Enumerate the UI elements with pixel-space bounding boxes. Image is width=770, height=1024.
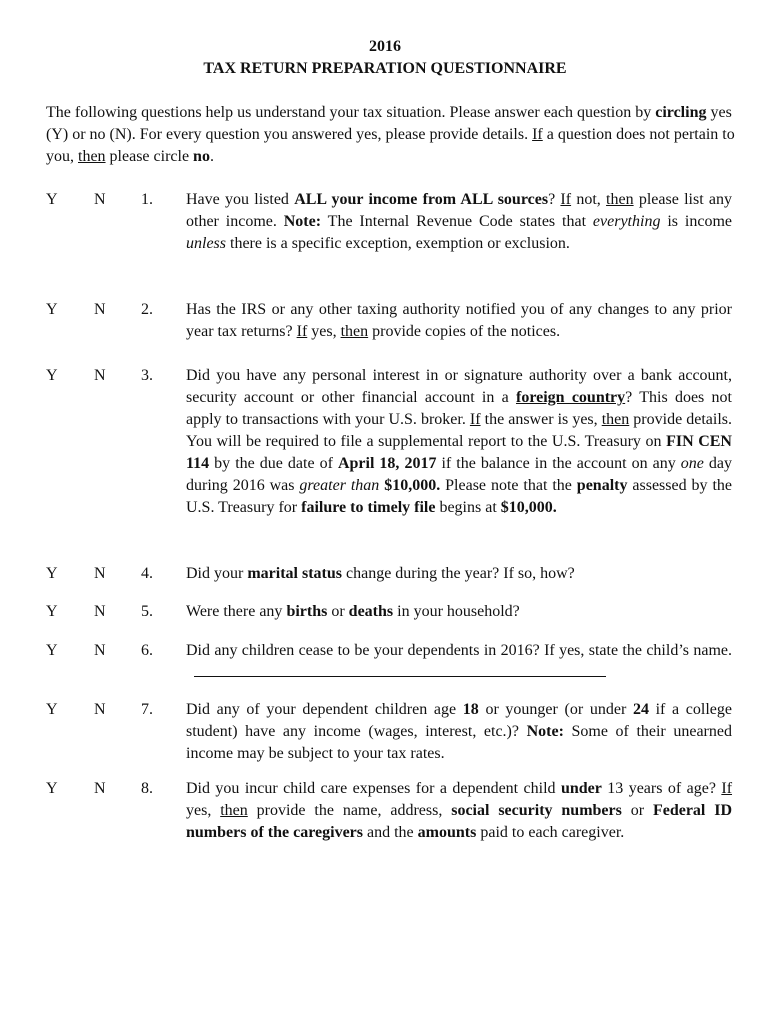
q-bold: $10,000. bbox=[500, 499, 557, 516]
q-text: there is a specific exception, exemption or exclusion. bbox=[226, 235, 570, 252]
q-text: Did you have any personal interest in or signature authority over a bank account, security account or other financial account in a bbox=[186, 367, 732, 406]
q-bold: FIN CEN 114 bbox=[186, 433, 732, 472]
no-option[interactable]: N bbox=[94, 191, 106, 208]
q-text: not, bbox=[571, 191, 607, 208]
q-bold: penalty bbox=[576, 477, 628, 494]
q-bold: 24 bbox=[632, 701, 649, 718]
q-text: Did any children cease to be your dependents in 2016? If yes, state the child’s name. bbox=[186, 642, 732, 659]
q-text: if a college student) have any income (wages, interest, etc.)? bbox=[186, 701, 732, 740]
q-bold: births bbox=[286, 603, 328, 620]
q-text: assessed by the U.S. Treasury for bbox=[186, 477, 732, 516]
yes-option[interactable]: Y bbox=[46, 701, 58, 718]
document-title: TAX RETURN PREPARATION QUESTIONNAIRE bbox=[203, 60, 567, 77]
question-text bbox=[186, 189, 732, 255]
q-italic: everything bbox=[592, 213, 661, 230]
intro-text: yes (Y) or no (N). For every question you answered yes, please provide details. bbox=[46, 104, 732, 143]
q-text: provide copies of the notices. bbox=[368, 323, 561, 340]
q-text: The Internal Revenue Code states that bbox=[321, 213, 593, 230]
q-italic: one bbox=[680, 455, 704, 472]
q-text: or younger (or under bbox=[478, 701, 633, 718]
q-bold: Note: bbox=[526, 723, 564, 740]
intro-paragraph bbox=[46, 102, 736, 168]
q-underline: then bbox=[601, 411, 630, 428]
intro-underline: If bbox=[532, 126, 543, 143]
q-underline: If bbox=[560, 191, 572, 208]
no-option[interactable]: N bbox=[94, 642, 106, 659]
question-text bbox=[186, 601, 732, 623]
q-text: Did your bbox=[186, 565, 248, 582]
question-number: 7. bbox=[141, 701, 153, 718]
q-text: the answer is yes, bbox=[480, 411, 602, 428]
q-text: ? This does not apply to transactions with your U.S. broker. bbox=[186, 389, 732, 428]
q-bold: social security numbers bbox=[451, 802, 622, 819]
q-underline: then bbox=[606, 191, 634, 208]
question-text bbox=[186, 563, 732, 585]
intro-text: The following questions help us understand your tax situation. Please answer each question by bbox=[46, 104, 656, 121]
yes-option[interactable]: Y bbox=[46, 191, 58, 208]
q-underline: then bbox=[220, 802, 248, 819]
q-text: if the balance in the account on any bbox=[436, 455, 681, 472]
q-text: Did you incur child care expenses for a dependent child bbox=[186, 780, 561, 797]
q-underline: If bbox=[721, 780, 733, 797]
question-number: 4. bbox=[141, 565, 153, 582]
q-bold: 18 bbox=[462, 701, 479, 718]
intro-bold: circling bbox=[655, 104, 707, 121]
yes-option[interactable]: Y bbox=[46, 780, 58, 797]
no-option[interactable]: N bbox=[94, 565, 106, 582]
child-name-blank[interactable] bbox=[194, 662, 606, 677]
no-option[interactable]: N bbox=[94, 603, 106, 620]
q-text: paid to each caregiver. bbox=[476, 824, 625, 841]
intro-text: please circle bbox=[105, 148, 194, 165]
no-option[interactable]: N bbox=[94, 367, 106, 384]
question-text bbox=[186, 365, 732, 519]
yes-option[interactable]: Y bbox=[46, 565, 58, 582]
question-text bbox=[186, 699, 732, 765]
q-text: please list any other income. bbox=[186, 191, 733, 230]
q-text: yes, bbox=[307, 323, 341, 340]
question-number: 5. bbox=[141, 603, 153, 620]
no-option[interactable]: N bbox=[94, 301, 106, 318]
q-underline: then bbox=[340, 323, 369, 340]
q-bold: ALL your income from ALL sources bbox=[294, 191, 549, 208]
q-text: provide details. You will be required to file a supplemental report to the U.S. Treasury on bbox=[186, 411, 733, 450]
q-underline: If bbox=[296, 323, 308, 340]
q-text: change during the year? If so, how? bbox=[341, 565, 575, 582]
intro-underline: then bbox=[78, 148, 106, 165]
q-text: Were there any bbox=[186, 603, 287, 620]
question-number: 1. bbox=[141, 191, 153, 208]
q-text: in your household? bbox=[393, 603, 520, 620]
q-bold: Note: bbox=[283, 213, 322, 230]
q-bold: Federal ID numbers of the caregivers bbox=[186, 802, 733, 841]
q-text: Has the IRS or any other taxing authority notified you of any changes to any prior year tax returns? bbox=[186, 301, 732, 340]
q-bold: $10,000. bbox=[384, 477, 441, 494]
question-text bbox=[186, 299, 732, 343]
q-text: is income bbox=[660, 213, 732, 230]
q-bold: failure to timely file bbox=[301, 499, 436, 516]
question-text bbox=[186, 640, 732, 684]
q-bold: marital status bbox=[247, 565, 342, 582]
intro-text: . bbox=[209, 148, 214, 165]
q-text: Some of their unearned income may be subject to your tax rates. bbox=[186, 723, 732, 762]
q-bold: amounts bbox=[417, 824, 477, 841]
q-text: or bbox=[621, 802, 653, 819]
intro-text: a question does not pertain to you, bbox=[46, 126, 735, 165]
q-text: yes, bbox=[186, 802, 221, 819]
q-text: 13 years of age? bbox=[601, 780, 722, 797]
q-text: provide the name, address, bbox=[247, 802, 452, 819]
document-year: 2016 bbox=[369, 38, 401, 55]
q-bold: deaths bbox=[348, 603, 394, 620]
q-bold: under bbox=[560, 780, 602, 797]
q-bold-underline: foreign country bbox=[515, 389, 626, 406]
q-underline: If bbox=[469, 411, 481, 428]
q-italic: unless bbox=[186, 235, 226, 252]
question-number: 6. bbox=[141, 642, 153, 659]
q-text: begins at bbox=[435, 499, 501, 516]
no-option[interactable]: N bbox=[94, 780, 106, 797]
yes-option[interactable]: Y bbox=[46, 301, 58, 318]
q-text: and the bbox=[363, 824, 418, 841]
question-text bbox=[186, 778, 732, 844]
q-text: ? bbox=[548, 191, 561, 208]
intro-bold: no bbox=[193, 148, 210, 165]
yes-option[interactable]: Y bbox=[46, 603, 58, 620]
q-text: Please note that the bbox=[440, 477, 577, 494]
q-text: Did any of your dependent children age bbox=[186, 701, 463, 718]
q-bold: April 18, 2017 bbox=[337, 455, 437, 472]
question-number: 8. bbox=[141, 780, 153, 797]
question-number: 2. bbox=[141, 301, 153, 318]
yes-option[interactable]: Y bbox=[46, 642, 58, 659]
yes-option[interactable]: Y bbox=[46, 367, 58, 384]
no-option[interactable]: N bbox=[94, 701, 106, 718]
question-number: 3. bbox=[141, 367, 153, 384]
q-italic: greater than bbox=[299, 477, 380, 494]
q-text: or bbox=[327, 603, 349, 620]
q-text: day during 2016 was bbox=[186, 455, 732, 494]
q-text: Have you listed bbox=[186, 191, 295, 208]
q-text: by the due date of bbox=[209, 455, 338, 472]
